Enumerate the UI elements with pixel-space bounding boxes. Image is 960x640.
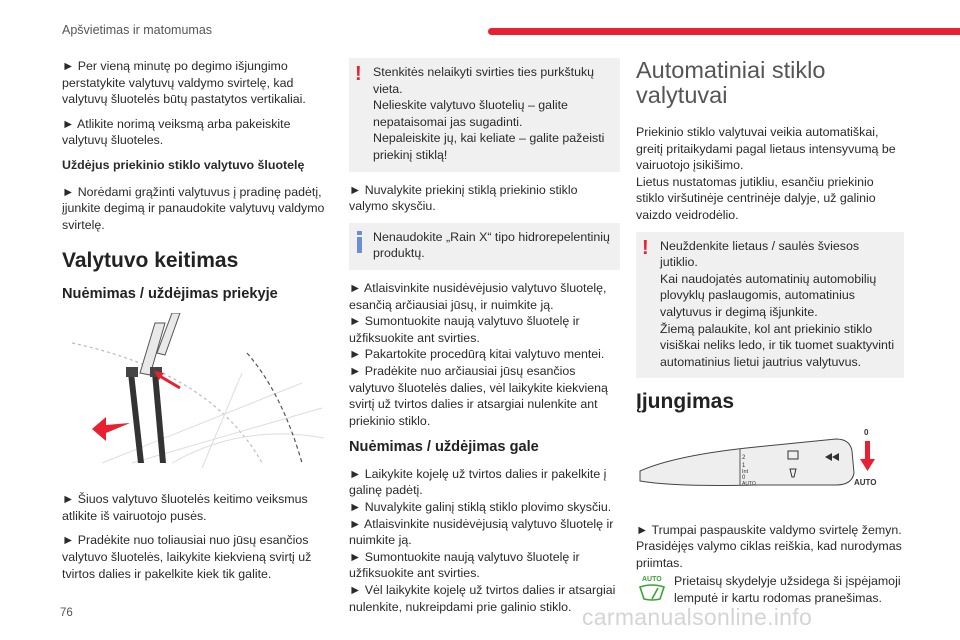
paragraph: ► Atlikite norimą veiksmą arba pakeiskite valytuvų šluoteles. bbox=[62, 116, 291, 148]
front-wiper-illustration bbox=[62, 313, 330, 478]
stalk-scale-label: 2 bbox=[742, 454, 746, 461]
subsection-heading: Nuėmimas / uždėjimas gale bbox=[349, 439, 539, 456]
indicator-row bbox=[636, 573, 904, 606]
paragraph: ► Laikykite kojelę už tvirtos dalies ir pakelkite į galinę padėtį. ► Nuvalykite galinį stiklą stiklo plovimo skysčiu. ► Atlaisvinkite nusidėvėjusią valytuvo šluotelę ir nuimkite ją. ► Sumontuokite naują valytuvo šluotelę ir užfiksuokite ant svirties. ► Vėl laikykite kojelę už tvirtos dalies ir atsargiai nulenkite, nukreipdami prie galinio stiklo. bbox=[349, 466, 616, 614]
running-header: Apšvietimas ir matomumas bbox=[62, 23, 213, 37]
stalk-scale-label: 1 bbox=[742, 462, 746, 469]
column-2 bbox=[349, 58, 620, 623]
paragraph: ► Šiuos valytuvo šluotelės keitimo veiksmus atlikite iš vairuotojo pusės. bbox=[62, 492, 308, 523]
section-heading: Valytuvo keitimas bbox=[62, 249, 239, 273]
column-3 bbox=[636, 58, 904, 606]
watermark: carmanualsonline.info bbox=[582, 604, 813, 630]
wiper-stalk-illustration bbox=[636, 425, 904, 508]
info-box bbox=[349, 223, 620, 270]
info-i-icon bbox=[357, 231, 362, 253]
header-accent-bar bbox=[488, 28, 960, 35]
paragraph: ► Norėdami grąžinti valytuvus į pradinę padėtį, įjunkite degimą ir panaudokite valytuvų valdymo svirtelę. bbox=[62, 184, 325, 232]
page-number: 76 bbox=[60, 607, 73, 619]
paragraph: Prietaisų skydelyje užsidega ši įspėjamoji lemputė ir kartu rodomas pranešimas. bbox=[674, 574, 901, 605]
subsection-heading: Nuėmimas / uždėjimas priekyje bbox=[62, 285, 278, 302]
section-title: Automatiniai stiklo valytuvai bbox=[636, 57, 826, 108]
subheading: Uždėjus priekinio stiklo valytuvo šluotelę bbox=[62, 157, 305, 172]
auto-wiper-warning-icon bbox=[636, 573, 668, 603]
stalk-position-label: 0 bbox=[864, 427, 869, 437]
stalk-scale-label: AUTO bbox=[742, 480, 756, 487]
section-heading: Įjungimas bbox=[636, 390, 735, 414]
paragraph: ► Atlaisvinkite nusidėvėjusio valytuvo šluotelę, esančią arčiausiai jūsų, ir nuimkite ją. ► Sumontuokite naują valytuvo šluotelę ir užfiksuokite ant svirties. ► Pakartokite procedūrą kitai valytuvo mentei. ► Pradėkite nuo arčiausiai jūsų esančios valytuvo šluotelės dalies, vėl laikykite kiekvieną svirtį už tvirtos dalies ir atsargiai nulenkite ant priekinio stiklo. bbox=[349, 280, 608, 428]
stalk-position-label: AUTO bbox=[854, 477, 877, 487]
stalk-scale-label: Int bbox=[742, 468, 749, 475]
paragraph: Priekinio stiklo valytuvai veikia automatiškai, greitį pritaikydami pagal lietaus intensyvumą be vairuotojo įsikišimo. Lietus nustatomas jutikliu, esančiu priekinio stiklo viršutinėje centrinėje dalyje, už galinio vaizdo veidrodėlio. bbox=[636, 125, 896, 222]
auto-icon-label: AUTO bbox=[642, 576, 662, 584]
info-text: Nenaudokite „Rain X“ tipo hidrorepelentinių produktų. bbox=[373, 229, 610, 261]
paragraph: ► Pradėkite nuo toliausiai nuo jūsų esančios valytuvo šluotelės, laikykite kiekvieną svirtį už tvirtos dalies ir pakelkite kiek tik galite. bbox=[62, 533, 312, 581]
warning-text: Neuždenkite lietaus / saulės šviesos jutiklio. Kai naudojatės automatinių automobilių plovyklų paslaugomis, automatinius valytuvus ir degimą išjunkite. Žiemą palaukite, kol ant priekinio stiklo visiškai neliks ledo, ir tik tuomet suaktyvinti automatinius lietui jautrius valytuvus. bbox=[660, 238, 895, 369]
warning-box bbox=[349, 58, 620, 172]
paragraph: ► Nuvalykite priekinį stiklą priekinio stiklo valymo skysčiu. bbox=[349, 182, 578, 214]
paragraph: ► Per vieną minutę po degimo išjungimo perstatykite valytuvų valdymo svirtelę, kad valytuvų šluotelės būtų pastatytos vertikaliai. bbox=[62, 59, 306, 107]
warning-box bbox=[636, 232, 904, 379]
warning-exclamation-icon: ! bbox=[642, 236, 649, 259]
warning-text: Stenkitės nelaikyti svirties ties purkštukų vieta. Nelieskite valytuvo šluotelių – galite nepataisomai jas sugadinti. Nepaleiskite jų, kai keliate – galite pažeisti priekinį stiklą! bbox=[373, 65, 605, 162]
paragraph: ► Trumpai paspauskite valdymo svirtelę žemyn. Prasidėjęs valymo ciklas reiškia, kad nurodymas priimtas. bbox=[636, 522, 902, 570]
stalk-scale-label: 0 bbox=[742, 474, 746, 481]
warning-exclamation-icon: ! bbox=[355, 63, 362, 85]
column-1 bbox=[62, 58, 330, 590]
